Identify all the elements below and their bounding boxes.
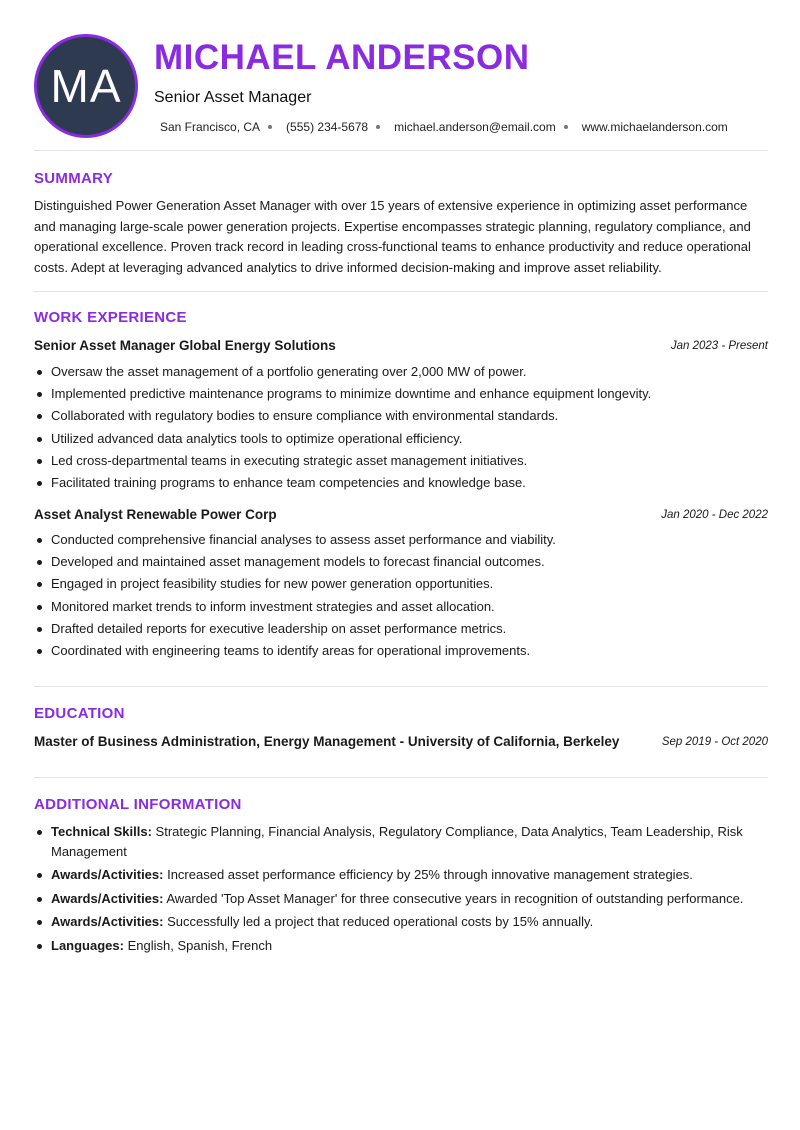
education-heading: EDUCATION [34,705,125,722]
list-item [34,865,768,885]
education-degree: Master of Business Administration, Energy Management - University of California, Berkeley [34,734,620,749]
education-entry [34,734,768,752]
list-item: Monitored market trends to inform investment strategies and asset allocation. [34,596,768,618]
candidate-title: Senior Asset Manager [154,89,312,106]
divider [34,291,768,292]
avatar: MA [34,34,138,138]
job-dates: Jan 2023 - Present [670,340,768,352]
list-item [34,889,768,909]
contact-location: San Francisco, CA [160,120,261,134]
work-experience-heading: WORK EXPERIENCE [34,309,187,326]
job-role: Asset Analyst Renewable Power Corp [34,507,277,522]
contact-website[interactable]: www.michaelanderson.com [581,120,728,134]
job-header [34,507,768,525]
item-text: Increased asset performance efficiency by 25% through innovative management strategies. [163,867,693,882]
job-role: Senior Asset Manager Global Energy Solutions [34,338,336,353]
list-item: Developed and maintained asset management models to forecast financial outcomes. [34,551,768,573]
list-item: Drafted detailed reports for executive leadership on asset performance metrics. [34,618,768,640]
job-bullets [34,529,768,662]
divider [34,686,768,687]
list-item: Implemented predictive maintenance programs to minimize downtime and enhance equipment longevity. [34,383,768,405]
job-header [34,338,768,356]
item-text: English, Spanish, French [123,937,273,953]
list-item: Utilized advanced data analytics tools to optimize operational efficiency. [34,428,768,450]
separator-dot [376,125,380,129]
list-item [34,912,768,932]
item-text: Successfully led a project that reduced operational costs by 15% annually. [163,914,594,929]
list-item [34,822,768,861]
contact-email[interactable]: michael.anderson@email.com [394,120,556,134]
list-item: Collaborated with regulatory bodies to ensure compliance with environmental standards. [34,405,768,427]
item-text: Strategic Planning, Financial Analysis, Regulatory Compliance, Data Analytics, Team Leadership, Risk Management [51,824,743,859]
list-item: Oversaw the asset management of a portfolio generating over 2,000 MW of power. [34,361,768,383]
list-item: Facilitated training programs to enhance team competencies and knowledge base. [34,472,768,494]
additional-info-list [34,822,768,959]
divider [34,150,768,151]
list-item: Engaged in project feasibility studies for new power generation opportunities. [34,573,768,595]
summary-heading: SUMMARY [34,170,114,187]
job-dates: Jan 2020 - Dec 2022 [661,509,768,521]
candidate-name: MICHAEL ANDERSON [154,38,530,77]
contact-phone: (555) 234-5678 [286,120,369,134]
item-label: Awards/Activities: [51,867,164,882]
summary-text: Distinguished Power Generation Asset Manager with over 15 years of extensive experience in optimizing asset performance and managing large-scale power generation projects. Expertise encompasses strategic planning, regulatory compliance, and operational excellence. Proven track record in leading cross-functional teams to enhance productivity and reduce operational costs. Adept at leveraging advanced analytics to drive informed decision-making and improve asset reliability. [34,198,751,275]
item-label: Technical Skills: [51,824,152,839]
additional-info-heading: ADDITIONAL INFORMATION [34,796,242,813]
item-text: Awarded 'Top Asset Manager' for three consecutive years in recognition of outstanding performance. [163,890,744,906]
separator-dot [268,125,272,129]
divider [34,777,768,778]
job-bullets [34,361,768,494]
list-item: Coordinated with engineering teams to identify areas for operational improvements. [34,640,768,662]
item-label: Awards/Activities: [51,914,164,929]
separator-dot [564,125,568,129]
education-dates: Sep 2019 - Oct 2020 [661,736,768,748]
list-item: Conducted comprehensive financial analyses to assess asset performance and viability. [34,529,768,551]
contact-line [160,120,728,134]
list-item: Led cross-departmental teams in executing strategic asset management initiatives. [34,450,768,472]
item-label: Awards/Activities: [51,890,164,906]
item-label: Languages: [51,937,124,953]
resume-header [34,34,768,138]
list-item [34,936,768,956]
